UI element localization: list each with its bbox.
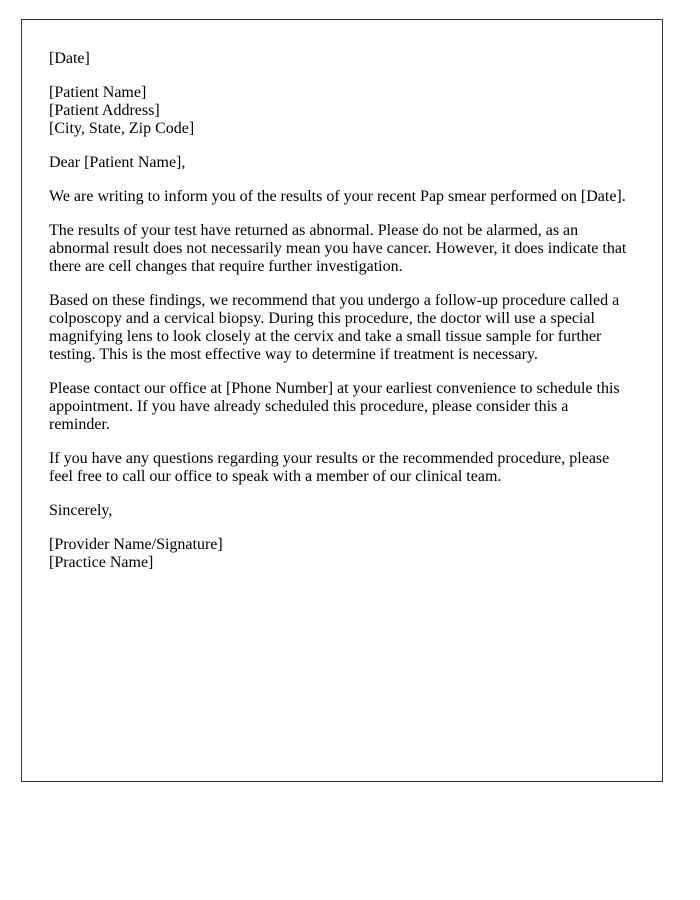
date-block [49, 50, 634, 68]
paragraph-line: abnormal result does not necessarily mean you have cancer. However, it does indicate that [49, 240, 627, 257]
paragraph-line: colposcopy and a cervical biopsy. During this procedure, the doctor will use a special [49, 310, 595, 327]
paragraph-line: magnifying lens to look closely at the cervix and take a small tissue sample for further [49, 328, 602, 345]
date-line: [Date] [49, 50, 90, 67]
signature-block [49, 536, 634, 572]
practice-name-line: [Practice Name] [49, 554, 154, 571]
paragraph-intro [49, 188, 634, 206]
letter-page [21, 19, 663, 782]
paragraph-questions [49, 450, 634, 486]
closing-line: Sincerely, [49, 502, 113, 519]
paragraph-line: reminder. [49, 416, 110, 433]
paragraph-line: feel free to call our office to speak with a member of our clinical team. [49, 468, 502, 485]
paragraph-line: appointment. If you have already scheduled this procedure, please consider this a [49, 398, 569, 415]
paragraph-contact [49, 380, 634, 434]
recipient-address-line: [Patient Address] [49, 102, 160, 119]
paragraph-line: Please contact our office at [Phone Number] at your earliest convenience to schedule this [49, 380, 620, 397]
recipient-name-line: [Patient Name] [49, 84, 147, 101]
salutation-block [49, 154, 634, 172]
paragraph-recommendation [49, 292, 634, 364]
recipient-city-state-zip-line: [City, State, Zip Code] [49, 120, 195, 137]
paragraph-line: there are cell changes that require further investigation. [49, 258, 403, 275]
paragraph-line: testing. This is the most effective way to determine if treatment is necessary. [49, 346, 538, 363]
closing-block [49, 502, 634, 520]
paragraph-results [49, 222, 634, 276]
salutation-line: Dear [Patient Name], [49, 154, 186, 171]
recipient-block [49, 84, 634, 138]
paragraph-line: The results of your test have returned as abnormal. Please do not be alarmed, as an [49, 222, 579, 239]
paragraph-line: Based on these findings, we recommend that you undergo a follow-up procedure called a [49, 292, 620, 309]
paragraph-line: We are writing to inform you of the results of your recent Pap smear performed on [Date]. [49, 188, 626, 205]
paragraph-line: If you have any questions regarding your results or the recommended procedure, please [49, 450, 610, 467]
provider-signature-line: [Provider Name/Signature] [49, 536, 223, 553]
